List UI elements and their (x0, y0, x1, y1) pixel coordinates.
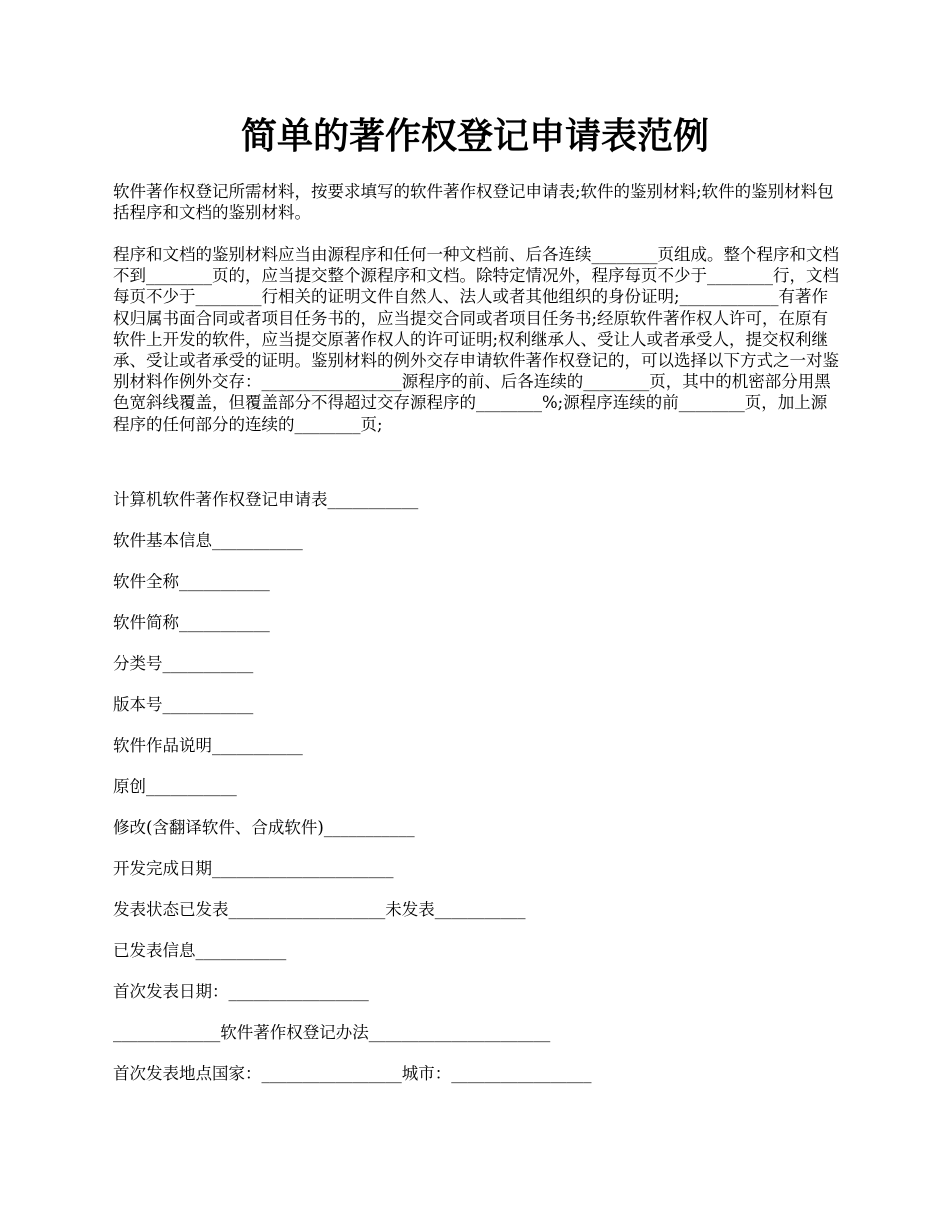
form-line-category-number: 分类号___________ (113, 654, 254, 673)
form-line-basic-info: 软件基本信息___________ (113, 531, 303, 550)
form-line-registration-regulation: _____________软件著作权登记办法______________________ (113, 1023, 551, 1042)
form-line-application-form: 计算机软件著作权登记申请表___________ (113, 490, 419, 509)
intro-paragraph: 软件著作权登记所需材料，按要求填写的软件著作权登记申请表;软件的鉴别材料;软件的鉴别材料包括程序和文档的鉴别材料。 (113, 182, 834, 223)
identification-materials-paragraph: 程序和文档的鉴别材料应当由源程序和任何一种文档前、后各连续________页组成。整个程序和文档不到________页的，应当提交整个源程序和文档。除特定情况外，程序每页不少于________行，文档每页不少于________行相关的证明文件自然人、法人或者其他组织的身份证明;____________有著作权归属书面合同或者项目任务书的，应当提交合同或者项目任务书;经原软件著作权人许可，在原有软件上开发的软件，应当提交原著作权人的许可证明;权利继承人、受让人或者承受人，提交权利继承、受让或者承受的证明。鉴别材料的例外交存申请软件著作权登记的，可以选择以下方式之一对鉴别材料作例外交存：_________________源程序的前、后各连续的________页，其中的机密部分用黑色宽斜线覆盖，但覆盖部分不得超过交存源程序的________%;源程序连续的前________页，加上源程序的任何部分的连续的________页; (113, 245, 839, 434)
form-line-work-description: 软件作品说明___________ (113, 736, 303, 755)
document-title: 简单的著作权登记申请表范例 (240, 115, 709, 157)
form-line-original: 原创___________ (113, 777, 237, 796)
form-line-first-publish-date: 首次发表日期：_________________ (113, 982, 369, 1001)
form-line-publication-status: 发表状态已发表___________________未发表___________ (113, 900, 526, 919)
form-line-published-info: 已发表信息___________ (113, 941, 287, 960)
form-line-first-publish-location: 首次发表地点国家：_________________城市：_________________ (113, 1064, 592, 1083)
form-line-completion-date: 开发完成日期______________________ (113, 859, 394, 878)
form-line-version-number: 版本号___________ (113, 695, 254, 714)
form-line-full-name: 软件全称___________ (113, 572, 270, 591)
form-line-modified: 修改(含翻译软件、合成软件)___________ (113, 818, 415, 837)
form-line-short-name: 软件简称___________ (113, 613, 270, 632)
